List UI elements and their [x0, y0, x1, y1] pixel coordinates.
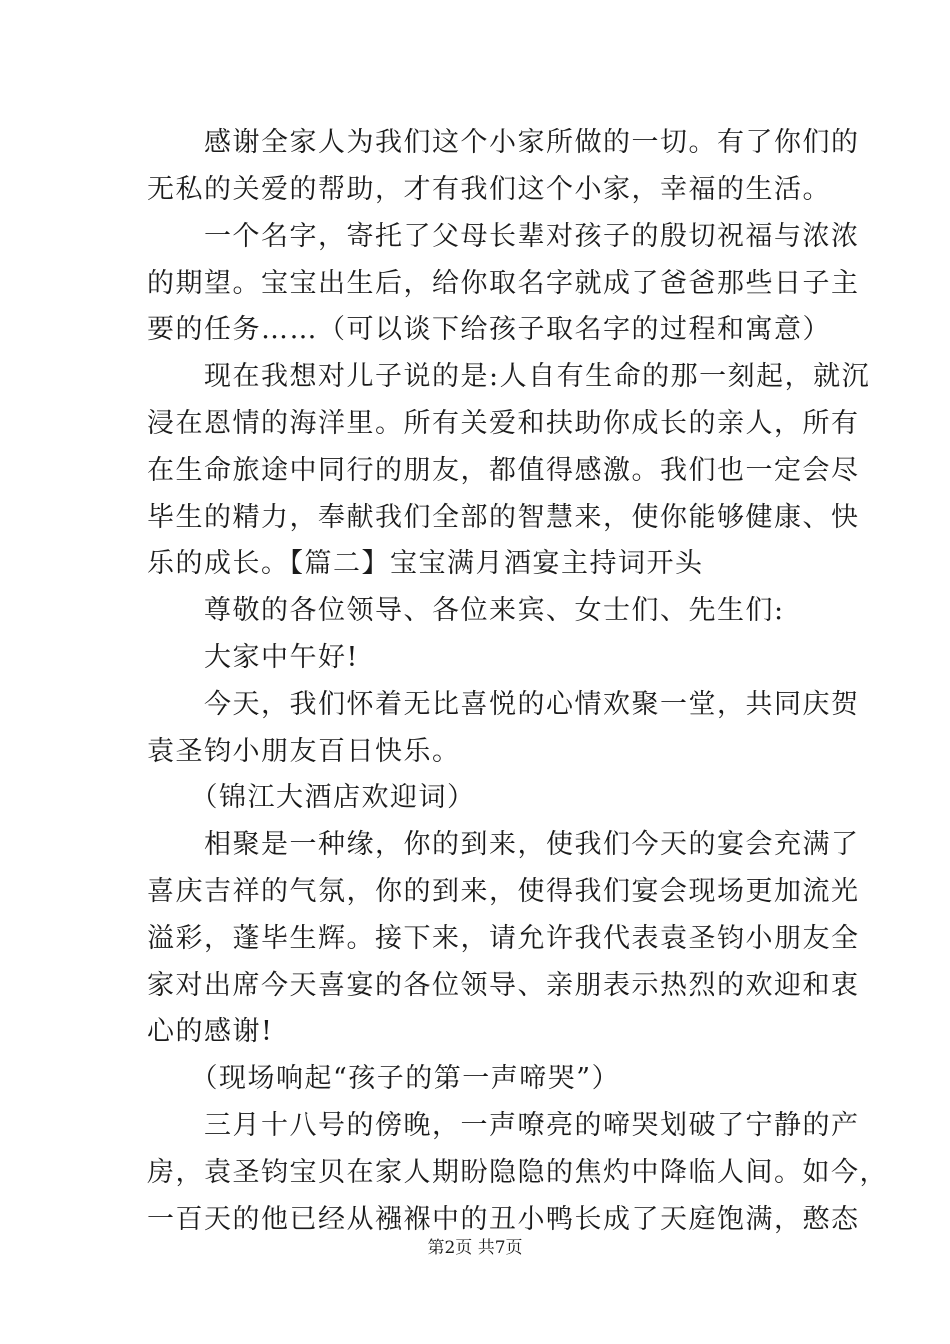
text-line: 大家中午好! — [147, 642, 359, 673]
text-line: 心的感谢! — [147, 1016, 274, 1047]
page-number-footer: 第2页 共7页 — [427, 1238, 523, 1258]
text-line: 尊敬的各位领导、各位来宾、女士们、先生们: — [147, 595, 785, 626]
text-line: 一个名字，寄托了父母长辈对孩子的殷切祝福与浓浓 — [147, 221, 860, 252]
text-line: 无私的关爱的帮助，才有我们这个小家，幸福的生活。 — [147, 174, 831, 205]
text-line: 的期望。宝宝出生后，给你取名字就成了爸爸那些日子主 — [147, 268, 860, 299]
text-line: （锦江大酒店欢迎词） — [147, 782, 476, 813]
text-line: 家对出席今天喜宴的各位领导、亲朋表示热烈的欢迎和衷 — [147, 970, 860, 1001]
text-line: 感谢全家人为我们这个小家所做的一切。有了你们的 — [147, 127, 860, 158]
text-line: 现在我想对儿子说的是:人自有生命的那一刻起，就沉 — [147, 361, 871, 392]
text-line: 喜庆吉祥的气氛，你的到来，使得我们宴会现场更加流光 — [147, 876, 860, 907]
text-line: 浸在恩情的海洋里。所有关爱和扶助你成长的亲人，所有 — [147, 408, 860, 439]
text-line: 毕生的精力，奉献我们全部的智慧来，使你能够健康、快 — [147, 502, 860, 533]
text-line: 房，袁圣钧宝贝在家人期盼隐隐的焦灼中降临人间。如今， — [147, 1157, 888, 1188]
text-line: 相聚是一种缘，你的到来，使我们今天的宴会充满了 — [147, 829, 860, 860]
text-line: 一百天的他已经从襁褓中的丑小鸭长成了天庭饱满，憨态 — [147, 1204, 860, 1235]
text-line: 在生命旅途中同行的朋友，都值得感激。我们也一定会尽 — [147, 455, 860, 486]
text-line: 乐的成长。【篇二】宝宝满月酒宴主持词开头 — [147, 548, 704, 579]
text-line: （现场响起“孩子的第一声啼哭”） — [147, 1063, 621, 1094]
text-line: 袁圣钧小朋友百日快乐。 — [147, 736, 461, 767]
text-line: 今天，我们怀着无比喜悦的心情欢聚一堂，共同庆贺 — [147, 689, 860, 720]
text-line: 三月十八号的傍晚，一声嘹亮的啼哭划破了宁静的产 — [147, 1110, 860, 1141]
text-line: 溢彩，蓬毕生辉。接下来，请允许我代表袁圣钧小朋友全 — [147, 923, 860, 954]
text-line: 要的任务……（可以谈下给孩子取名字的过程和寓意） — [147, 314, 831, 345]
